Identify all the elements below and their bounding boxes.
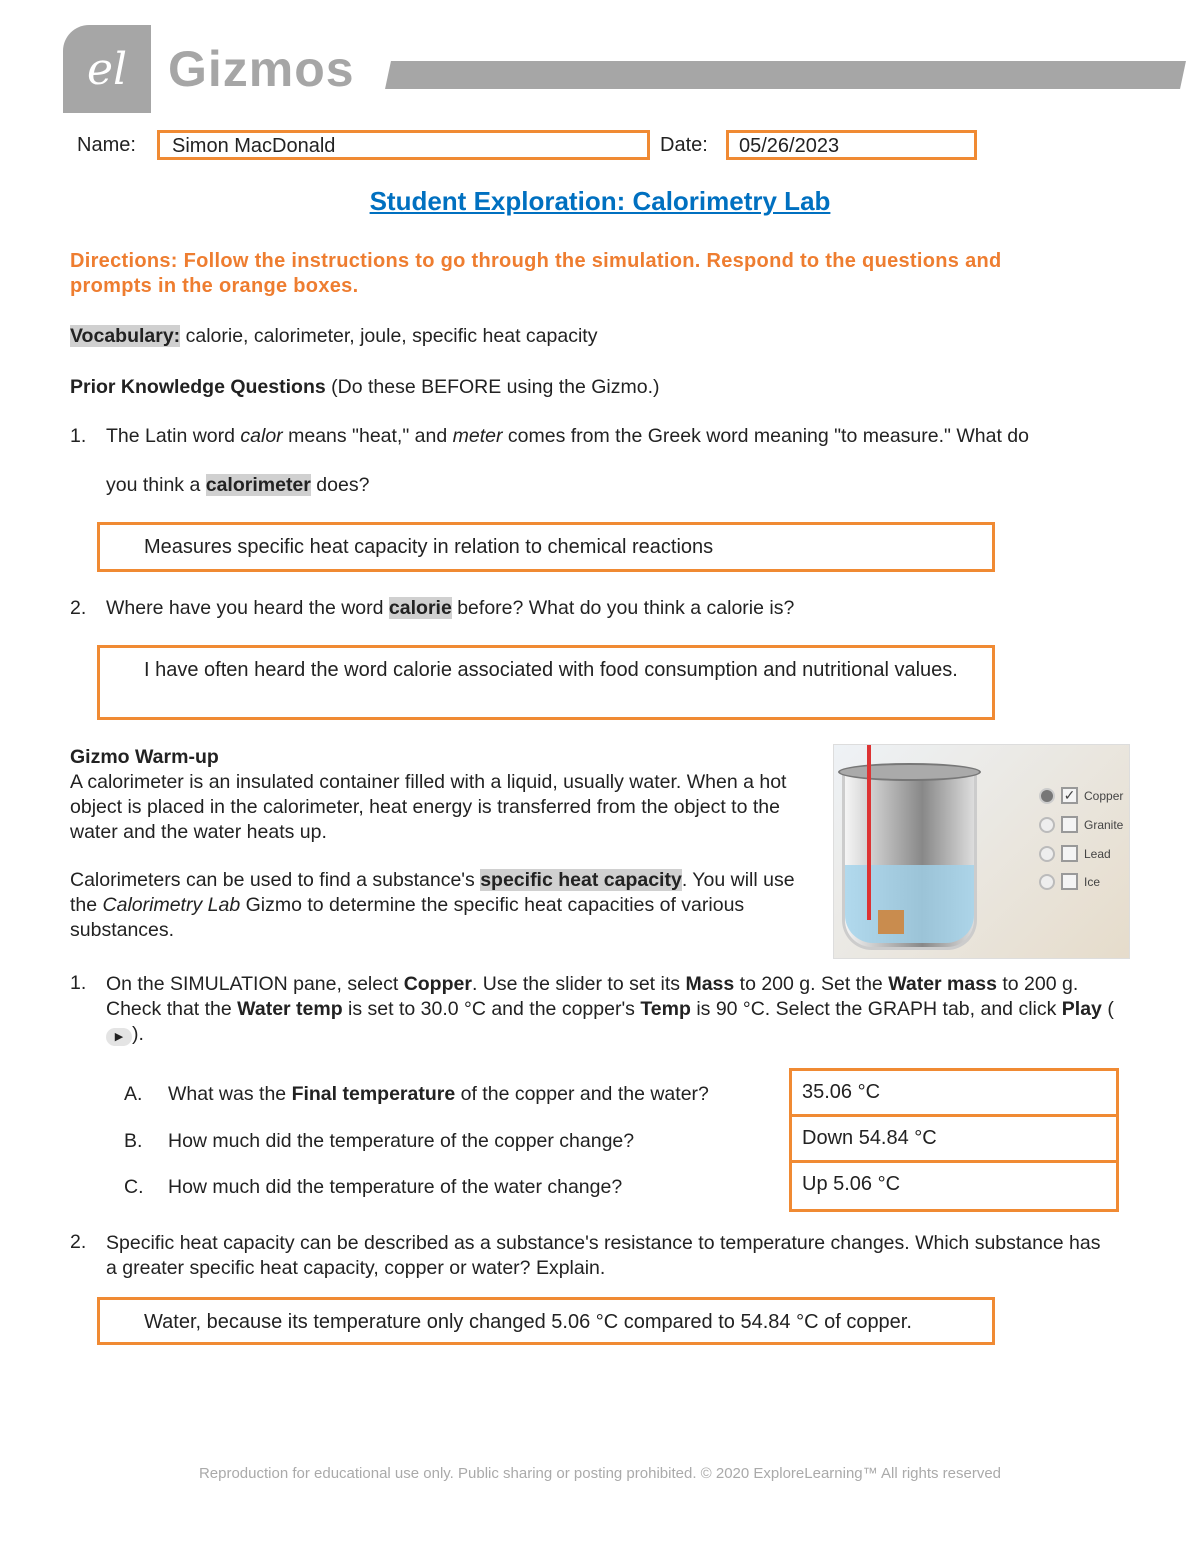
sim-option-lead: Lead	[1039, 845, 1111, 862]
answer-a[interactable]: 35.06 °C	[792, 1071, 1116, 1117]
water	[845, 865, 974, 943]
prior-q1-text-2: you think a calorimeter does?	[106, 474, 370, 496]
footer: Reproduction for educational use only. Public sharing or posting prohibited. © 2020 ExploreLearning™ All rights reserved	[198, 1465, 1002, 1482]
sub-a-letter: A.	[124, 1083, 143, 1105]
date-label: Date:	[660, 134, 708, 156]
answer-box-prior-q2[interactable]: I have often heard the word calorie associated with food consumption and nutritional values.	[97, 645, 995, 720]
name-label: Name:	[77, 134, 136, 156]
header-bar	[385, 61, 1186, 89]
sub-c-letter: C.	[124, 1176, 144, 1198]
thermometer	[867, 745, 871, 920]
play-icon: ▶	[106, 1028, 132, 1046]
sub-b-letter: B.	[124, 1130, 143, 1152]
answer-box-prior-q1[interactable]: Measures specific heat capacity in relation to chemical reactions	[97, 522, 995, 572]
warmup-p1: A calorimeter is an insulated container filled with a liquid, usually water. When a hot object is placed in the calorimeter, heat energy is transferred from the object to the water and the water heats up.	[70, 771, 787, 843]
vocab-terms: calorie, calorimeter, joule, specific heat capacity	[180, 325, 598, 347]
sim-option-granite: Granite	[1039, 816, 1123, 833]
answer-table	[789, 1068, 1119, 1212]
sub-b-text: How much did the temperature of the copper change?	[168, 1130, 635, 1152]
date-field[interactable]: 05/26/2023	[726, 130, 977, 160]
prior-q1-num: 1.	[70, 425, 87, 447]
calorimeter-lid	[838, 763, 981, 781]
simulation-image	[833, 744, 1130, 959]
prior-q2-text: Where have you heard the word calorie before? What do you think a calorie is?	[106, 597, 795, 619]
prior-q2-num: 2.	[70, 597, 87, 619]
warmup-p2: Calorimeters can be used to find a substance's specific heat capacity. You will use the Calorimetry Lab Gizmo to determine the specific heat capacities of various substances.	[70, 869, 795, 941]
q2-num: 2.	[70, 1231, 87, 1253]
answer-c[interactable]: Up 5.06 °C	[802, 1173, 901, 1195]
vocabulary	[70, 325, 597, 348]
warmup-heading: Gizmo Warm-up	[70, 746, 219, 768]
vocab-label: Vocabulary:	[70, 325, 181, 347]
gizmos-logo-text: Gizmos	[168, 41, 355, 97]
name-field[interactable]: Simon MacDonald	[157, 130, 650, 160]
q2-text: Specific heat capacity can be described as a substance's resistance to temperature changes. Which substance has a greater specific heat capacity, copper or water? Explain.	[106, 1232, 1101, 1279]
warmup-section	[70, 745, 815, 943]
gizmos-logo-mark: el	[63, 25, 151, 113]
sim-option-copper: ✓ Copper	[1039, 787, 1123, 804]
copper-block	[878, 910, 904, 934]
q1-num: 1.	[70, 972, 87, 994]
q1-text: On the SIMULATION pane, select Copper. Use the slider to set its Mass to 200 g. Set the Water mass to 200 g. Check that the Water temp is set to 30.0 °C and the copper's Temp is 90 °C. Select the GRAPH tab, and click Play (▶ ).	[106, 973, 1114, 1045]
prior-heading	[70, 376, 660, 399]
answer-b[interactable]: Down 54.84 °C	[792, 1117, 1116, 1163]
prior-heading-text: Prior Knowledge Questions	[70, 376, 326, 398]
prior-q1-text: The Latin word calor means "heat," and meter comes from the Greek word meaning "to measure." What do	[106, 425, 1029, 447]
prior-note: (Do these BEFORE using the Gizmo.)	[325, 376, 660, 398]
sub-a-text: What was the Final temperature of the copper and the water?	[168, 1083, 709, 1105]
sub-c-text: How much did the temperature of the water change?	[168, 1176, 623, 1198]
sim-option-ice: Ice	[1039, 873, 1100, 890]
page-title: Student Exploration: Calorimetry Lab	[369, 186, 831, 216]
directions: Directions: Follow the instructions to go through the simulation. Respond to the questions and prompts in the orange boxes.	[70, 250, 1002, 297]
answer-box-q2[interactable]: Water, because its temperature only changed 5.06 °C compared to 54.84 °C of copper.	[97, 1297, 995, 1345]
